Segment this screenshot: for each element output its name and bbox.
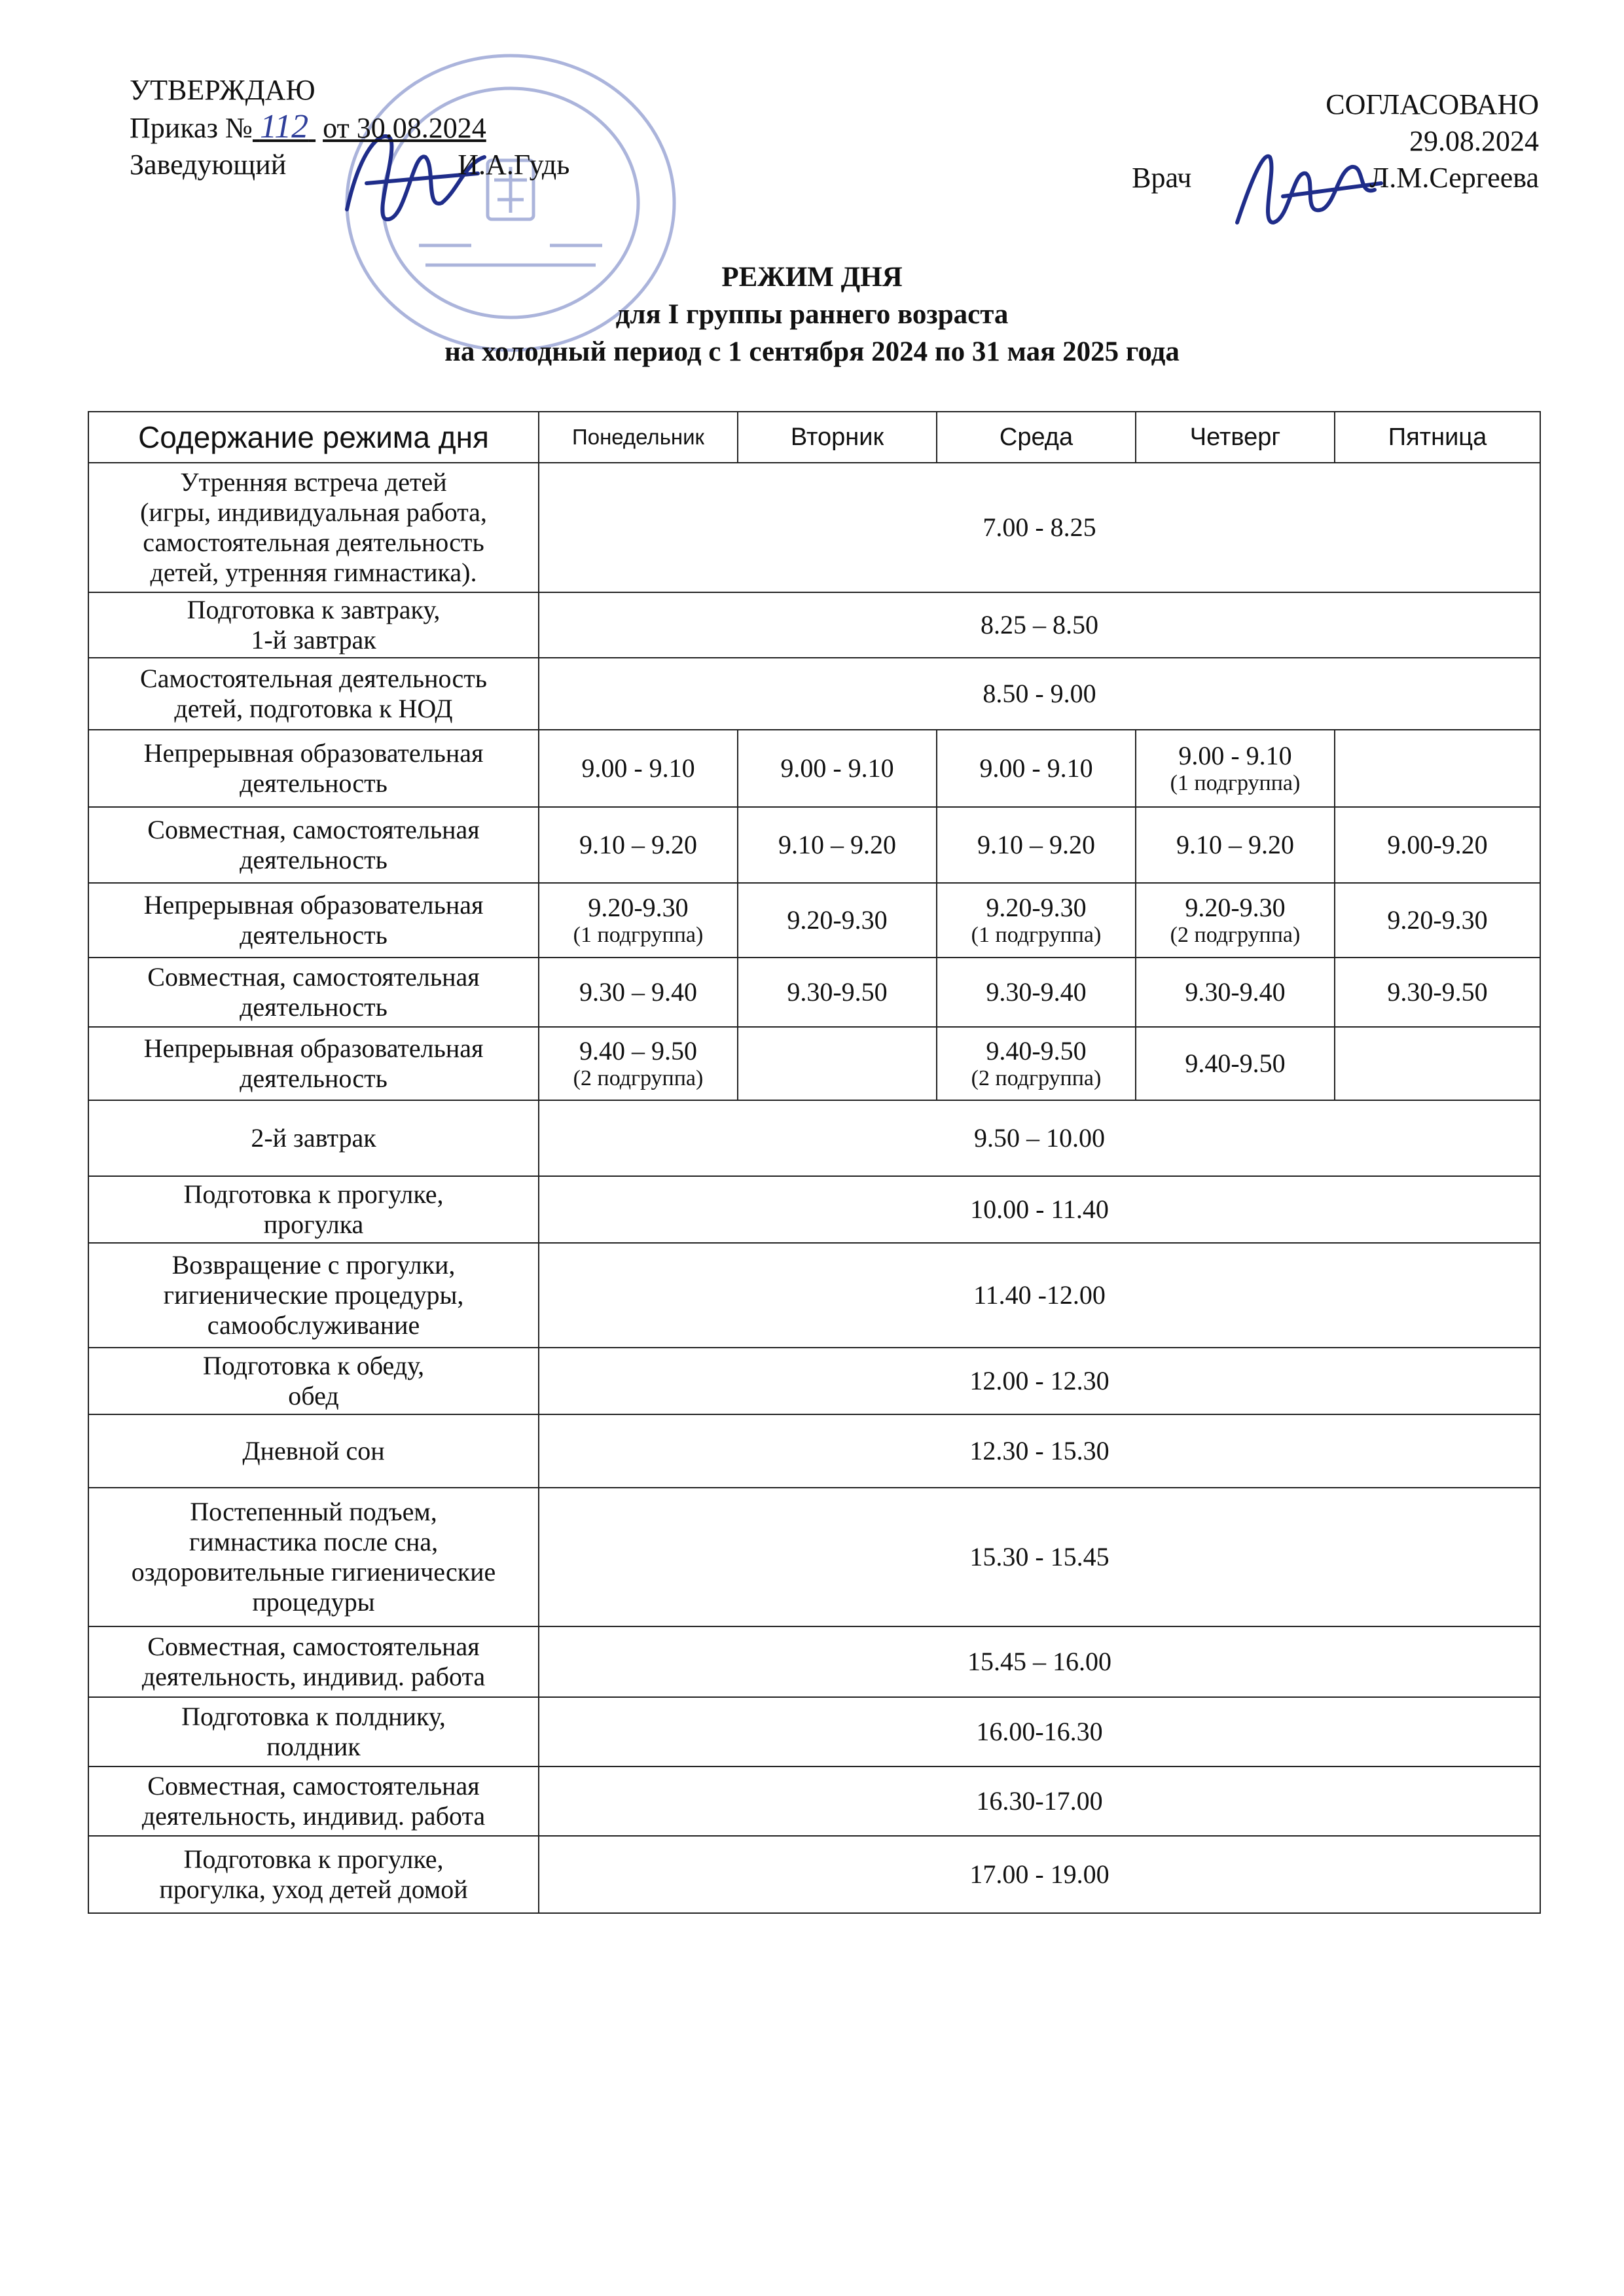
time-cell [539,1348,1540,1414]
day-time-cell [539,1027,738,1100]
day-time-cell [937,807,1136,883]
time-value: 10.00 - 11.40 [970,1194,1109,1224]
activity-cell [88,1100,539,1176]
subgroup-note: (2 подгруппа) [971,1066,1102,1090]
activity-line: деятельность [240,845,388,874]
activity-line: (игры, индивидуальная работа, [140,497,487,527]
activity-line: Непрерывная образовательная [143,1033,484,1063]
table-row [88,883,1540,958]
time-cell [539,1767,1540,1836]
time-value: 9.10 – 9.20 [1176,830,1294,859]
time-value: 9.40-9.50 [986,1036,1087,1066]
title-line-2: для I группы раннего возраста [615,299,1009,330]
day-time-cell [1136,807,1335,883]
activity-cell [88,1488,539,1626]
table-row [88,1767,1540,1836]
time-value: 9.30-9.40 [986,977,1087,1007]
activity-line: детей, подготовка к НОД [174,694,453,723]
day-time-cell [738,883,937,958]
activity-cell [88,1836,539,1913]
time-value: 12.00 - 12.30 [969,1366,1110,1395]
subgroup-note: (1 подгруппа) [971,923,1102,947]
approval-block-left [130,72,569,183]
agreed-date: 29.08.2024 [1409,125,1539,157]
time-value: 9.10 – 9.20 [977,830,1095,859]
activity-line: Совместная, самостоятельная [147,962,480,992]
order-line [130,109,569,147]
time-value: 9.30 – 9.40 [579,977,697,1007]
activity-line: 1-й завтрак [251,625,376,655]
time-cell [539,1100,1540,1176]
header-day-wednesday: Среда [937,412,1136,463]
approval-block-right [1132,86,1539,196]
director-line [130,147,569,183]
table-row [88,1100,1540,1176]
activity-line: Утренняя встреча детей [180,467,447,497]
activity-line: Непрерывная образовательная [143,890,484,920]
activity-cell [88,658,539,730]
day-time-cell [1136,1027,1335,1100]
time-value: 12.30 - 15.30 [969,1436,1110,1465]
activity-line: Самостоятельная деятельность [140,664,487,693]
day-time-cell [1335,1027,1540,1100]
time-value: 9.00-9.20 [1387,830,1488,859]
doctor-name: Л.М.Сергеева [1369,162,1539,194]
time-value: 8.25 – 8.50 [981,610,1098,639]
activity-cell [88,1767,539,1836]
activity-cell [88,1176,539,1243]
time-value: 9.00 - 9.10 [1178,741,1292,770]
time-value: 11.40 -12.00 [973,1280,1106,1310]
header-day-friday: Пятница [1335,412,1540,463]
time-value: 9.00 - 9.10 [780,753,894,783]
subgroup-note: (1 подгруппа) [573,923,704,947]
time-cell [539,1626,1540,1697]
activity-line: процедуры [252,1587,375,1617]
activity-line: прогулка [263,1210,364,1239]
day-time-cell [1136,958,1335,1027]
activity-line: гигиенические процедуры, [163,1280,464,1310]
table-row [88,1626,1540,1697]
day-time-cell [539,807,738,883]
activity-line: гимнастика после сна, [189,1527,439,1556]
table-row [88,730,1540,807]
day-time-cell [539,883,738,958]
activity-cell [88,1626,539,1697]
time-value: 16.30-17.00 [976,1786,1103,1816]
time-value: 17.00 - 19.00 [969,1859,1110,1889]
table-row [88,1488,1540,1626]
activity-cell [88,592,539,658]
time-cell [539,1243,1540,1348]
activity-line: Совместная, самостоятельная [147,815,480,844]
director-name: И.А.Гудь [458,149,570,181]
time-value: 9.30-9.50 [1387,977,1488,1007]
table-row [88,1836,1540,1913]
day-time-cell [1335,883,1540,958]
doctor-position: Врач [1132,162,1192,194]
day-time-cell [937,883,1136,958]
activity-line: полдник [266,1732,361,1761]
time-value: 9.10 – 9.20 [579,830,697,859]
activity-line: Подготовка к прогулке, [183,1844,444,1874]
agreed-heading: СОГЛАСОВАНО [1326,88,1539,120]
header-day-monday: Понедельник [539,412,738,463]
activity-line: деятельность, индивид. работа [141,1801,486,1831]
activity-cell [88,883,539,958]
time-cell [539,463,1540,592]
time-value: 8.50 - 9.00 [983,679,1096,708]
time-cell [539,658,1540,730]
time-cell [539,1414,1540,1488]
header-day-tuesday: Вторник [738,412,937,463]
time-value: 9.20-9.30 [787,905,888,935]
subgroup-note: (2 подгруппа) [1170,923,1301,947]
day-time-cell [539,958,738,1027]
time-cell [539,592,1540,658]
activity-line: Подготовка к прогулке, [183,1179,444,1209]
table-row [88,807,1540,883]
activity-cell [88,958,539,1027]
activity-line: обед [288,1381,339,1410]
day-time-cell [738,807,937,883]
activity-line: самостоятельная деятельность [143,528,484,557]
table-row [88,658,1540,730]
day-time-cell [738,730,937,807]
time-value: 9.50 – 10.00 [974,1123,1105,1153]
title-line-1: РЕЖИМ ДНЯ [721,262,903,293]
day-time-cell [1136,730,1335,807]
subgroup-note: (2 подгруппа) [573,1066,704,1090]
time-value: 9.00 - 9.10 [979,753,1093,783]
time-value: 16.00-16.30 [976,1717,1103,1746]
time-value: 9.20-9.30 [986,893,1087,922]
time-value: 9.20-9.30 [588,893,689,922]
time-value: 9.20-9.30 [1387,905,1488,935]
table-row [88,1243,1540,1348]
activity-line: Подготовка к обеду, [202,1351,425,1380]
table-row [88,592,1540,658]
table-row [88,1348,1540,1414]
activity-line: Возвращение с прогулки, [171,1250,456,1280]
time-cell [539,1836,1540,1913]
activity-line: деятельность, индивид. работа [141,1662,486,1691]
activity-line: прогулка, уход детей домой [159,1874,468,1904]
day-time-cell [937,958,1136,1027]
activity-cell [88,1027,539,1100]
order-date: от 30.08.2024 [323,112,486,144]
document-title [0,259,1624,370]
time-value: 9.30-9.50 [787,977,888,1007]
subgroup-note: (1 подгруппа) [1170,771,1301,795]
time-value: 9.40 – 9.50 [579,1036,697,1066]
time-cell [539,1176,1540,1243]
activity-cell [88,1414,539,1488]
activity-line: Дневной сон [242,1436,385,1465]
activity-cell [88,730,539,807]
activity-line: Непрерывная образовательная [143,738,484,768]
day-time-cell [1136,883,1335,958]
activity-line: 2-й завтрак [251,1123,376,1153]
day-time-cell [738,1027,937,1100]
activity-line: самообслуживание [207,1310,420,1340]
time-cell [539,1697,1540,1767]
activity-cell [88,1348,539,1414]
director-position: Заведующий [130,149,287,181]
activity-cell [88,1243,539,1348]
day-time-cell [1335,958,1540,1027]
table-row [88,463,1540,592]
activity-line: Совместная, самостоятельная [147,1771,480,1801]
header-content: Содержание режима дня [88,412,539,463]
time-value: 9.20-9.30 [1185,893,1286,922]
activity-line: деятельность [240,920,388,950]
activity-line: Подготовка к завтраку, [187,595,441,624]
day-time-cell [539,730,738,807]
activity-line: детей, утренняя гимнастика). [150,558,477,587]
day-time-cell [937,1027,1136,1100]
title-line-3: на холодный период с 1 сентября 2024 по 31 мая 2025 года [444,336,1180,367]
day-time-cell [937,730,1136,807]
activity-cell [88,807,539,883]
activity-line: деятельность [240,992,388,1022]
activity-line: Подготовка к полднику, [181,1702,446,1731]
table-header-row [88,412,1540,463]
order-number: 112 [259,108,309,145]
daily-schedule-table [88,411,1541,1914]
approval-heading: УТВЕРЖДАЮ [130,74,316,106]
table-row [88,1176,1540,1243]
table-row [88,1027,1540,1100]
time-value: 9.00 - 9.10 [581,753,695,783]
day-time-cell [738,958,937,1027]
time-value: 15.45 – 16.00 [967,1647,1111,1676]
activity-line: Совместная, самостоятельная [147,1632,480,1661]
activity-line: оздоровительные гигиенические [131,1557,496,1587]
doctor-line [1132,160,1539,196]
order-prefix: Приказ № [130,112,253,144]
day-time-cell [1335,730,1540,807]
table-row [88,1697,1540,1767]
day-time-cell [1335,807,1540,883]
activity-cell [88,1697,539,1767]
time-value: 7.00 - 8.25 [983,512,1096,542]
time-value: 9.40-9.50 [1185,1049,1286,1078]
activity-cell [88,463,539,592]
table-row [88,1414,1540,1488]
header-day-thursday: Четверг [1136,412,1335,463]
activity-line: деятельность [240,1064,388,1093]
time-cell [539,1488,1540,1626]
activity-line: Постепенный подъем, [190,1497,437,1526]
table-row [88,958,1540,1027]
time-value: 9.30-9.40 [1185,977,1286,1007]
activity-line: деятельность [240,768,388,798]
time-value: 15.30 - 15.45 [969,1542,1110,1571]
time-value: 9.10 – 9.20 [778,830,896,859]
